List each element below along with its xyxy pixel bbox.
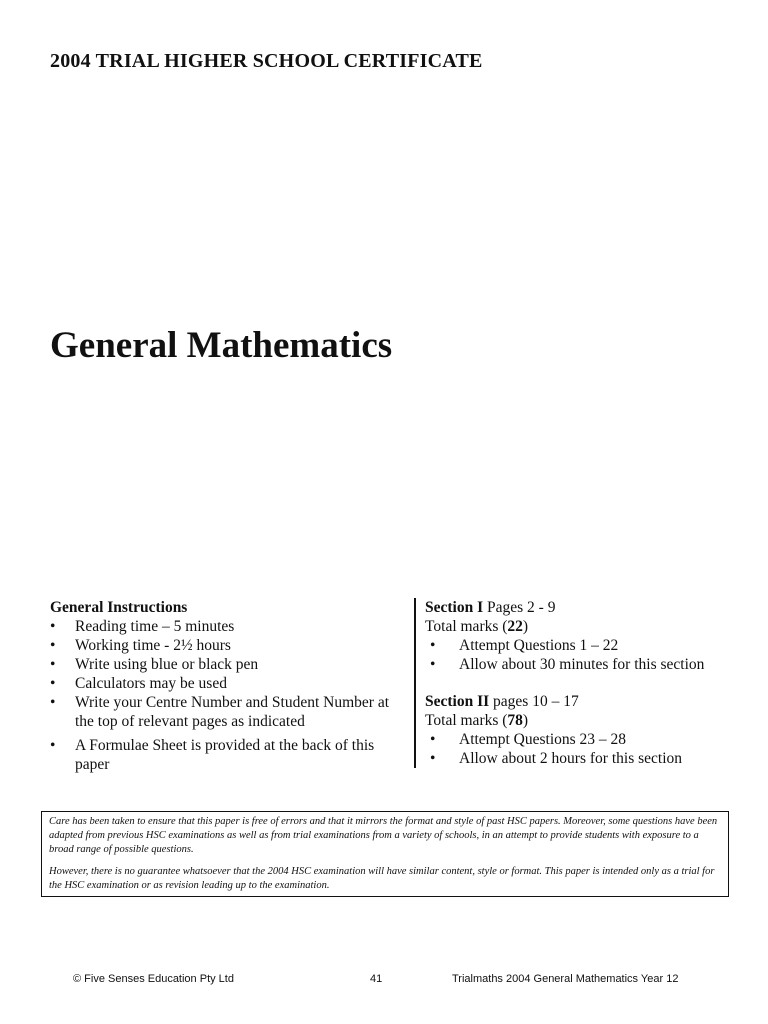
- footer-publication: Trialmaths 2004 General Mathematics Year 12: [452, 973, 679, 985]
- section-1-item: • Allow about 30 minutes for this section: [430, 655, 745, 674]
- instruction-item: • Reading time – 5 minutes: [50, 617, 400, 636]
- instruction-item: • A Formulae Sheet is provided at the back of this paper: [50, 736, 400, 774]
- marks-suffix: ): [522, 618, 529, 635]
- vertical-divider: [414, 598, 416, 768]
- section-2-marks-value: 78: [507, 712, 523, 729]
- section-summary: [425, 598, 745, 768]
- section-1-marks-value: 22: [507, 618, 523, 635]
- general-instructions: [50, 598, 400, 774]
- section-2-list: [425, 730, 745, 768]
- section-2-label: Section II: [425, 693, 490, 710]
- general-instructions-heading: General Instructions: [50, 599, 188, 616]
- marks-suffix: ): [522, 712, 529, 729]
- instruction-item: • Write your Centre Number and Student Number at the top of relevant pages as indicated: [50, 693, 400, 731]
- footer-page-number: 41: [370, 973, 383, 985]
- section-1-heading: [425, 598, 745, 617]
- section-1-marks: [425, 617, 745, 636]
- subject-title: General Mathematics: [50, 325, 393, 366]
- disclaimer-paragraph-1: Care has been taken to ensure that this paper is free of errors and that it mirrors the format and style of past HSC papers. Moreover, some questions have been adapted from previous HSC examinations as well as from trial examinations from a variety of schools, in an attempt to provide students with exposure to a broad range of possible questions.: [49, 816, 718, 855]
- disclaimer-box: [41, 811, 729, 897]
- section-2-item: • Attempt Questions 23 – 28: [430, 730, 745, 749]
- section-2-pages: pages 10 – 17: [493, 693, 579, 710]
- marks-prefix: Total marks (: [425, 712, 508, 729]
- section-1-label: Section I: [425, 599, 484, 616]
- section-1-list: [425, 636, 745, 674]
- section-2-marks: [425, 711, 745, 730]
- section-1-item: • Attempt Questions 1 – 22: [430, 636, 745, 655]
- section-2-item: • Allow about 2 hours for this section: [430, 749, 745, 768]
- instruction-item: • Write using blue or black pen: [50, 655, 400, 674]
- marks-prefix: Total marks (: [425, 618, 508, 635]
- section-2-summary: [425, 692, 745, 768]
- certificate-title: 2004 TRIAL HIGHER SCHOOL CERTIFICATE: [50, 50, 483, 72]
- instruction-item: • Calculators may be used: [50, 674, 400, 693]
- footer-copyright: © Five Senses Education Pty Ltd: [73, 973, 234, 985]
- section-1-pages: Pages 2 - 9: [487, 599, 556, 616]
- disclaimer-paragraph-2: However, there is no guarantee whatsoever that the 2004 HSC examination will have similar content, style or format. This paper is intended only as a trial for the HSC examination or as revision leading up to the examination.: [49, 866, 715, 891]
- instruction-item: • Working time - 2½ hours: [50, 636, 400, 655]
- section-1-summary: [425, 598, 745, 674]
- section-2-heading: [425, 692, 745, 711]
- instructions-list: [50, 617, 400, 774]
